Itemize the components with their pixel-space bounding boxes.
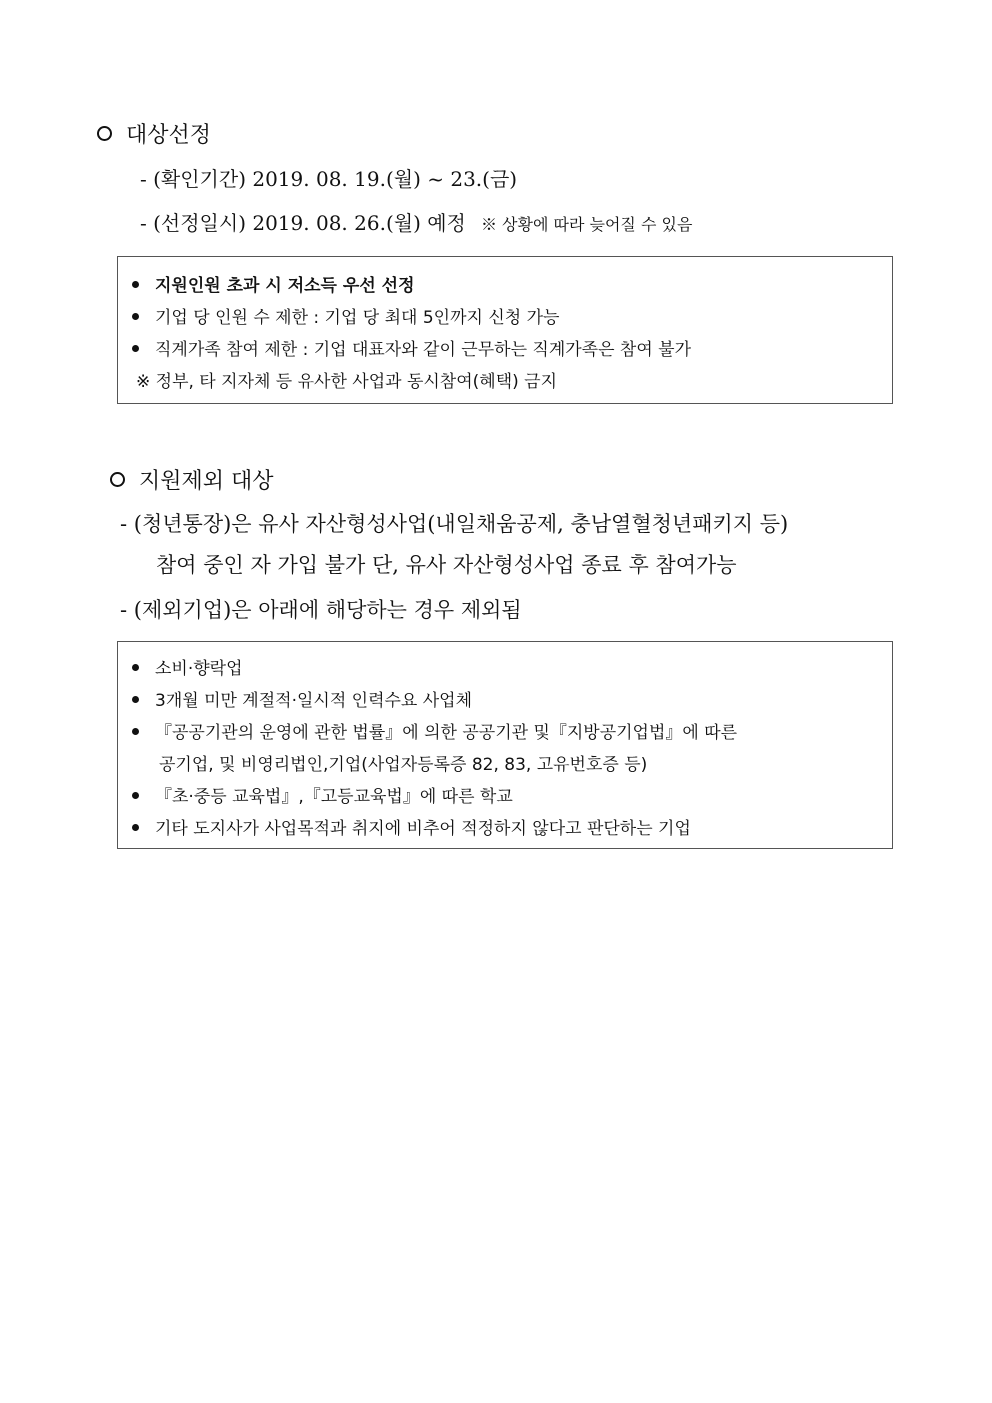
delay-note: ※ 상황에 따라 늦어질 수 있음 [480,215,693,234]
list-item: 『공공기관의 운영에 관한 법률』에 의한 공공기관 및『지방공기업법』에 따른 [132,718,737,743]
list-item: 지원인원 초과 시 저소득 우선 선정 [132,271,415,296]
bullet-dot-icon [132,696,139,703]
bullet-dot-icon [132,728,139,735]
selection-date-line: - (선정일시) 2019. 08. 26.(월) 예정 [140,211,466,235]
bullet-dot-icon [132,824,139,831]
selection-date-row [140,207,692,236]
list-item: 기타 도지사가 사업목적과 취지에 비추어 적정하지 않다고 판단하는 기업 [132,814,691,839]
section1-title: 대상선정 [126,123,212,148]
bullet-dot-icon [132,345,139,352]
bullet-dot-icon [132,313,139,320]
excluded-companies-line: - (제외기업)은 아래에 해당하는 경우 제외됨 [120,598,522,622]
list-item-continuation: 공기업, 및 비영리법인,기업(사업자등록증 82, 83, 고유번호증 등) [159,755,648,775]
section2-heading [110,464,274,495]
selection-criteria-box [117,256,893,404]
box-remark: ※ 정부, 타 지자체 등 유사한 사업과 동시참여(혜택) 금지 [136,372,558,392]
circle-bullet-icon [110,472,125,487]
excluded-list-box [117,641,893,849]
section2-title: 지원제외 대상 [139,469,274,494]
confirm-period-line: - (확인기간) 2019. 08. 19.(월) ~ 23.(금) [140,167,518,191]
youth-account-line: - (청년통장)은 유사 자산형성사업(내일채움공제, 충남열혈청년패키지 등) [120,512,789,536]
list-item: 소비·향락업 [132,654,243,679]
circle-bullet-icon [97,126,112,141]
bullet-dot-icon [132,792,139,799]
bullet-dot-icon [132,281,139,288]
youth-account-line-2: 참여 중인 자 가입 불가 단, 유사 자산형성사업 종료 후 참여가능 [156,553,737,577]
list-item: 3개월 미만 계절적·일시적 인력수요 사업체 [132,686,472,711]
section1-heading [97,118,211,149]
list-item: 직계가족 참여 제한 : 기업 대표자와 같이 근무하는 직계가족은 참여 불가 [132,335,691,360]
list-item: 기업 당 인원 수 제한 : 기업 당 최대 5인까지 신청 가능 [132,303,559,328]
list-item: 『초·중등 교육법』,『고등교육법』에 따른 학교 [132,782,513,807]
bullet-dot-icon [132,664,139,671]
